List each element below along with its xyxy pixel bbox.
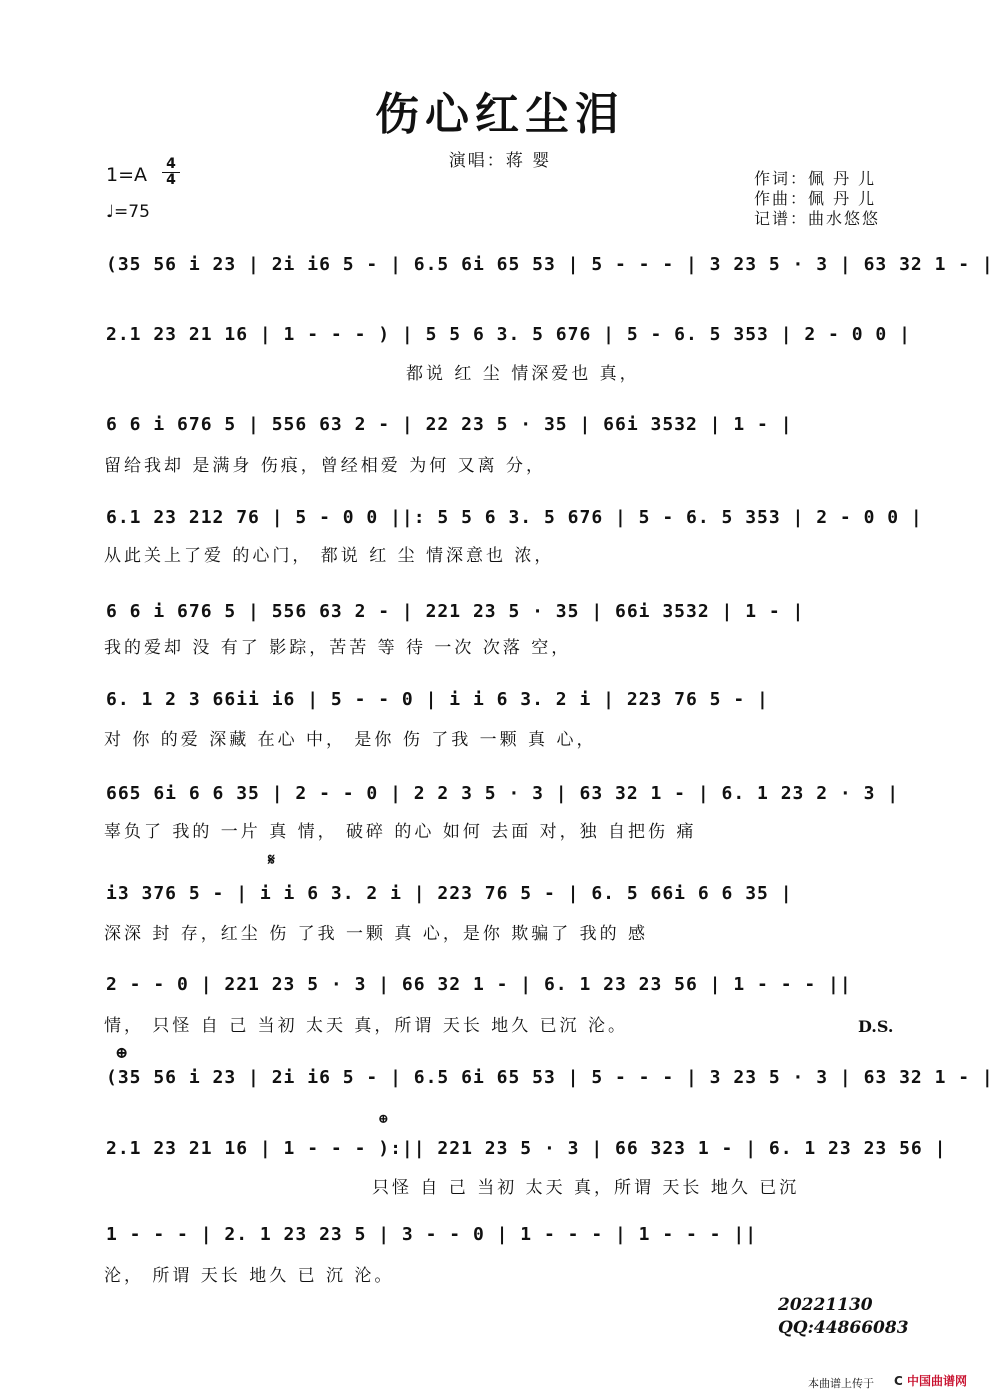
notation-row-5: 6 6 i 676 5 | 556 63 2 - | 221 23 5 · 35 | 66i 3532 | 1 - | [106, 601, 805, 622]
lyric-line-6: 辜负了 我的 一片 真 情， 破碎 的心 如何 去面 对，独 自把伤 痛 [104, 822, 697, 842]
notation-row-7: 665 6i 6 6 35 | 2 - - 0 | 2 2 3 5 · 3 | 63 32 1 - | 6. 1 23 2 · 3 | [106, 783, 900, 804]
lyricist-credit: 作词：佩 丹 儿 [754, 169, 877, 188]
time-signature [162, 157, 180, 188]
notation-row-1: (35 56 i 23 | 2i i6 5 - | 6.5 6i 65 53 | 5 - - - | 3 23 5 · 3 | 63 32 1 - | [106, 254, 994, 275]
song-title: 伤心红尘泪 [375, 89, 625, 140]
notation-row-3: 6 6 i 676 5 | 556 63 2 - | 22 23 5 · 35 | 66i 3532 | 1 - | [106, 414, 793, 435]
lyric-line-2: 留给我却 是满身 伤痕，曾经相爱 为何 又离 分， [104, 456, 547, 476]
site-logo[interactable] [894, 1372, 967, 1389]
singer-credit: 演唱：蒋 婴 [448, 151, 552, 171]
ds-mark: D.S. [858, 1017, 894, 1036]
site-logo-text: 中国曲谱网 [907, 1374, 968, 1388]
notation-row-4: 6.1 23 212 76 | 5 - 0 0 ||: 5 5 6 3. 5 676 | 5 - 6. 5 353 | 2 - 0 0 | [106, 507, 923, 528]
segno-mark: 𝄋 [268, 850, 275, 869]
lyric-line-4: 我的爱却 没 有了 影踪，苦苦 等 待 一次 次落 空， [104, 638, 572, 658]
notation-row-6: 6. 1 2 3 66ii i6 | 5 - - 0 | i i 6 3. 2 i | 223 76 5 - | [106, 689, 769, 710]
upload-note: 本曲谱上传于 [808, 1377, 874, 1390]
notation-row-8: i3 376 5 - | i i 6 3. 2 i | 223 76 5 - | 6. 5 66i 6 6 35 | [106, 883, 793, 904]
lyric-line-1: 都说 红 尘 情深爱也 真， [406, 364, 640, 384]
lyric-line-10: 沦， 所谓 天长 地久 已 沉 沦。 [104, 1266, 395, 1286]
tempo-marking: ♩=75 [106, 202, 150, 222]
lyric-line-7: 深深 封 存，红尘 伤 了我 一颗 真 心，是你 欺骗了 我的 感 [104, 924, 649, 944]
composer-credit: 作曲：佩 丹 儿 [754, 189, 877, 208]
notation-row-10: (35 56 i 23 | 2i i6 5 - | 6.5 6i 65 53 | 5 - - - | 3 23 5 · 3 | 63 32 1 - | [106, 1067, 994, 1088]
qq-stamp: QQ:44866083 [778, 1318, 909, 1338]
key-signature: 1=A [106, 164, 148, 186]
date-stamp: 20221130 [778, 1295, 873, 1315]
lyric-line-9: 只怪 自 己 当初 太天 真，所谓 天长 地久 已沉 [372, 1178, 800, 1198]
coda-mark: ⊕ [115, 1043, 129, 1062]
transcriber-credit: 记谱：曲水悠悠 [754, 209, 881, 228]
notation-row-12: 1 - - - | 2. 1 23 23 5 | 3 - - 0 | 1 - - - | 1 - - - || [106, 1224, 758, 1245]
notation-row-2: 2.1 23 21 16 | 1 - - - ) | 5 5 6 3. 5 676 | 5 - 6. 5 353 | 2 - 0 0 | [106, 324, 911, 345]
lyric-line-5: 对 你 的爱 深藏 在心 中， 是你 伤 了我 一颗 真 心， [104, 730, 597, 750]
coda-mark-2: ⊕ [378, 1112, 389, 1127]
site-logo-icon: C [894, 1374, 903, 1388]
notation-row-9: 2 - - 0 | 221 23 5 · 3 | 66 32 1 - | 6. 1 23 23 56 | 1 - - - || [106, 974, 852, 995]
time-signature-denominator: 4 [166, 172, 176, 188]
notation-row-11: 2.1 23 21 16 | 1 - - - ):|| 221 23 5 · 3 | 66 323 1 - | 6. 1 23 23 56 | [106, 1138, 947, 1159]
time-signature-numerator: 4 [166, 156, 176, 172]
lyric-line-8: 情， 只怪 自 己 当初 太天 真，所谓 天长 地久 已沉 沦。 [104, 1016, 629, 1036]
lyric-line-3: 从此关上了爱 的心门， 都说 红 尘 情深意也 浓， [104, 546, 555, 566]
